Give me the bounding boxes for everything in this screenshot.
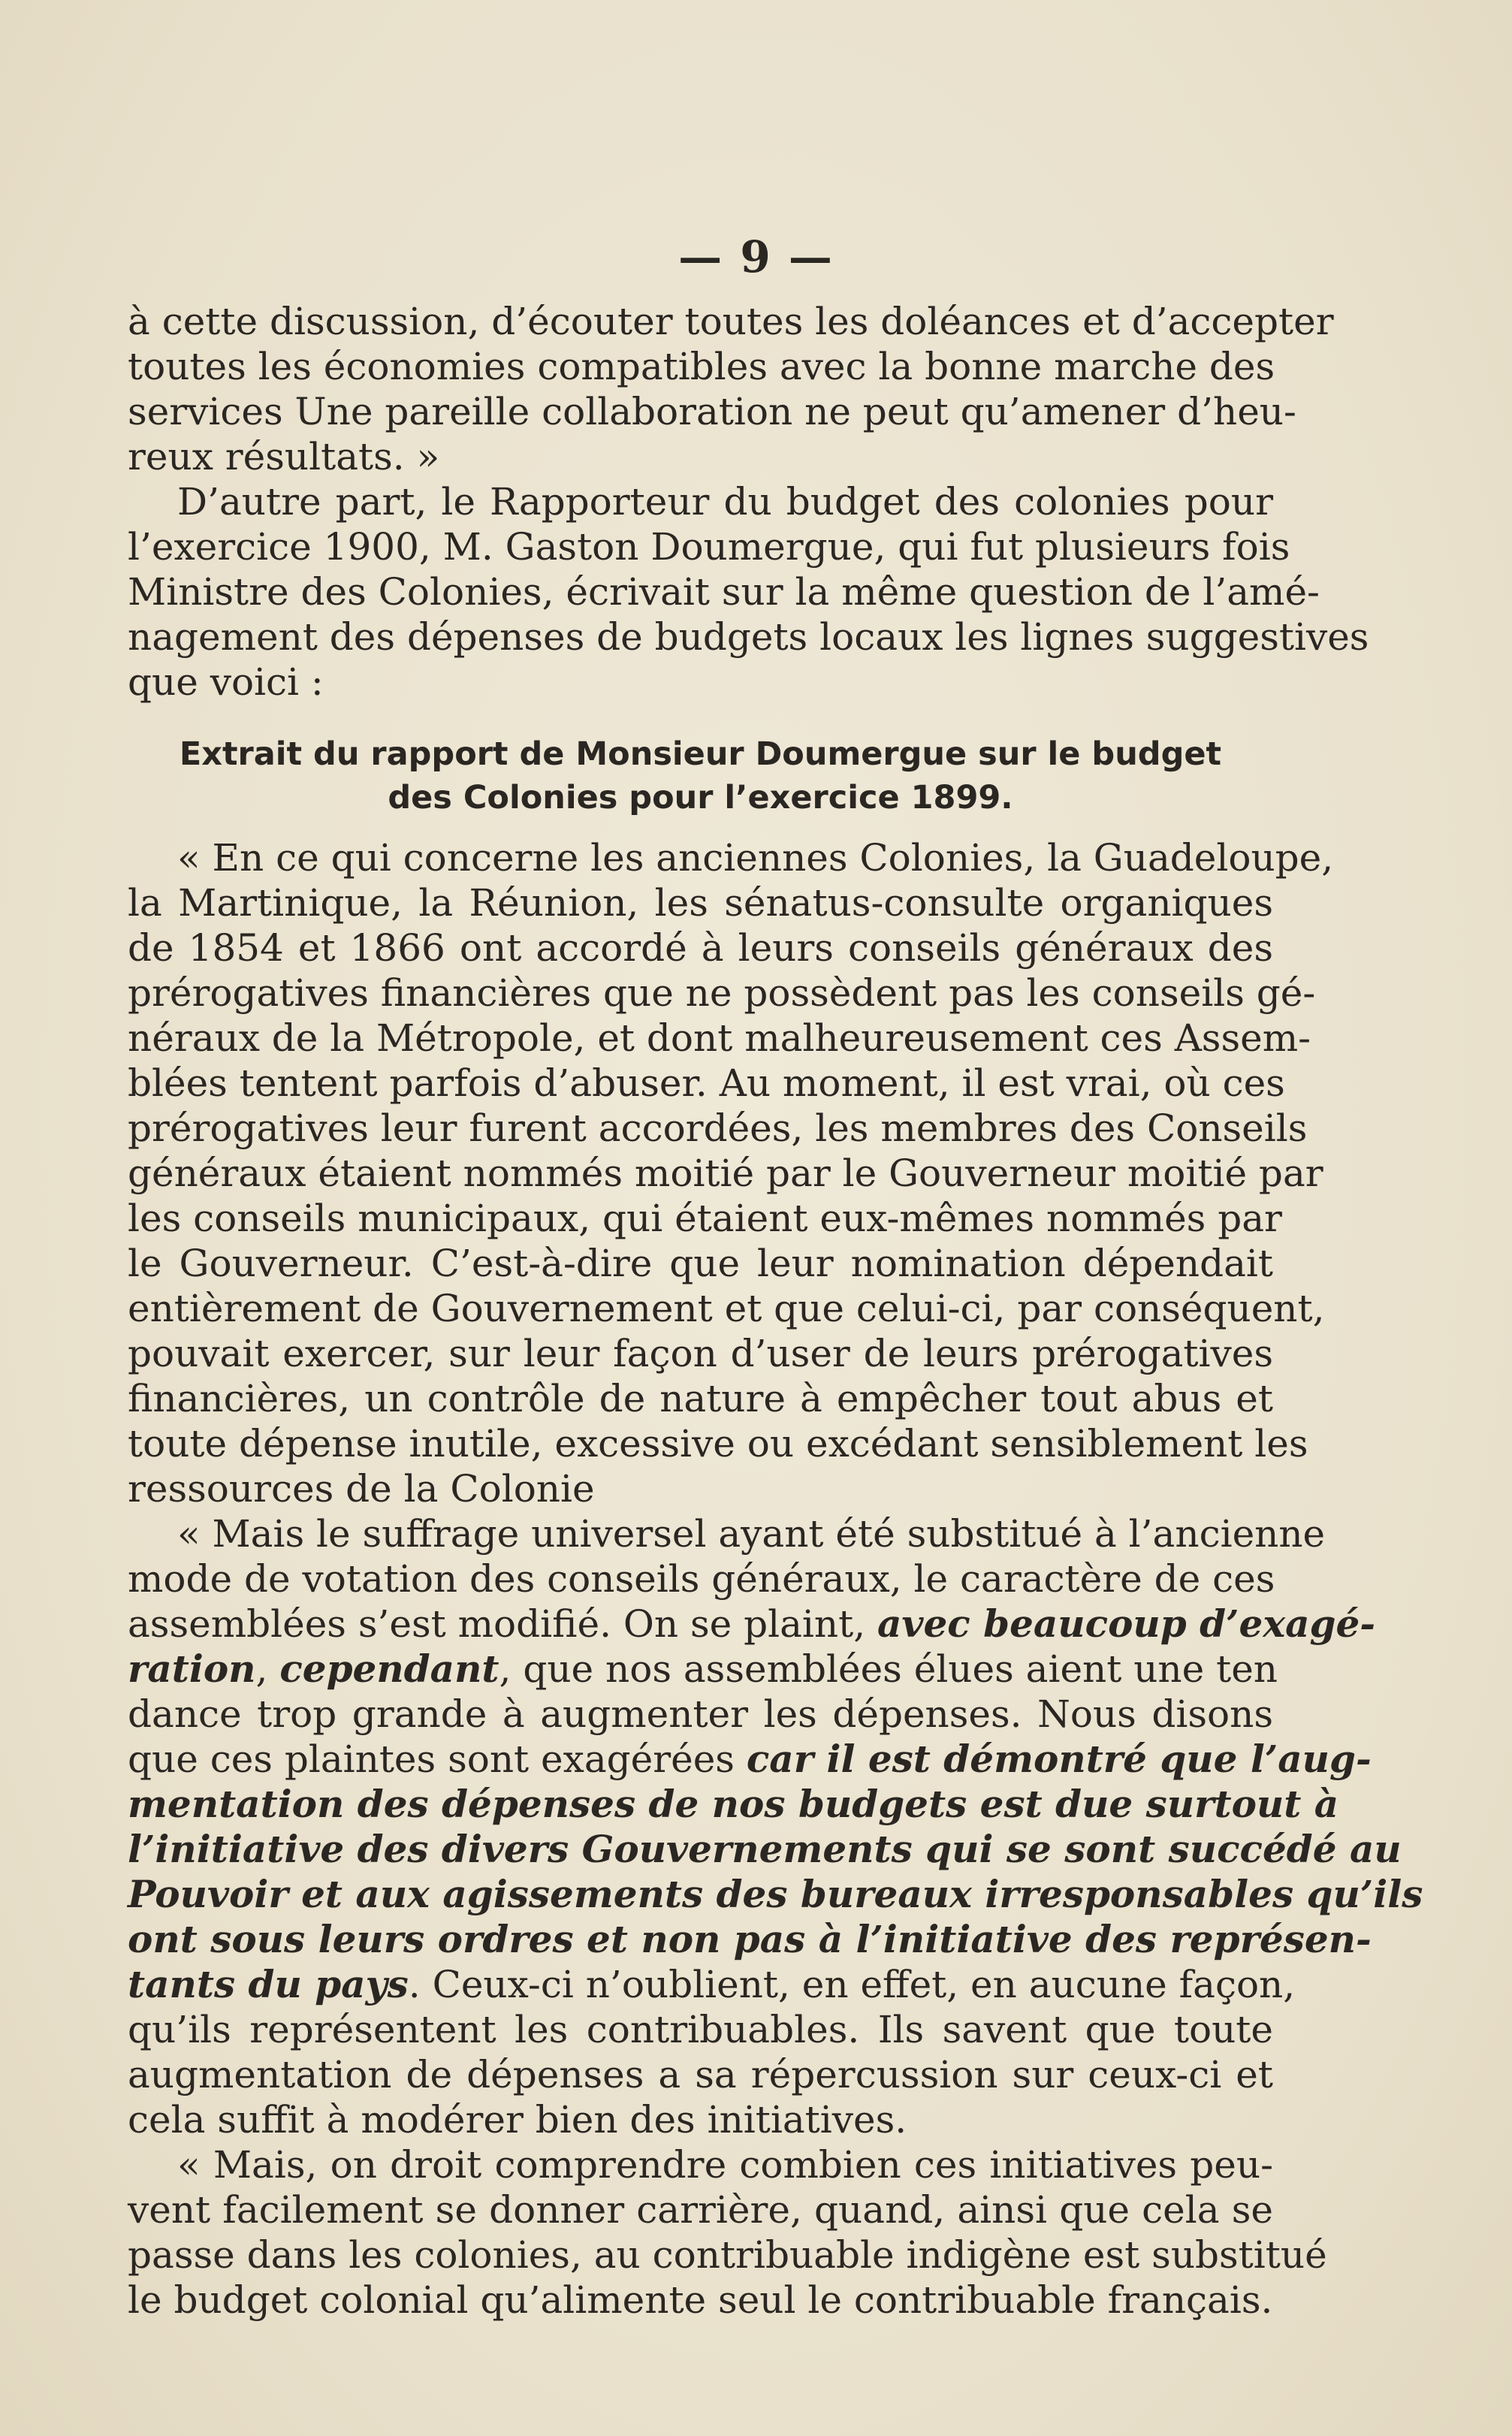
text-line: services Une pareille collaboration ne peut qu’amener d’heu- [128, 390, 1296, 433]
text-line: le Gouverneur. C’est-à-dire que leur nomination dépendait [128, 1242, 1273, 1285]
text-line: passe dans les colonies, au contribuable indigène est substitué [128, 2233, 1327, 2277]
text-line: le budget colonial qu’alimente seul le contribuable français. [128, 2278, 1273, 2322]
text-line: mode de votation des conseils généraux, le caractère de ces [128, 1557, 1275, 1601]
text-line: l’initiative des divers Gouvernements qui se sont succédé au [128, 1827, 1402, 1871]
text-line: que voici : [128, 660, 324, 704]
heading-line-1: Extrait du rapport de Monsieur Doumergue sur le budget [179, 735, 1222, 773]
quote-paragraph-3 [128, 2142, 1327, 2323]
text-line: nagement des dépenses de budgets locaux les lignes suggestives [128, 615, 1369, 659]
text-line: cela suffit à modérer bien des initiatives. [128, 2098, 907, 2142]
text-line [128, 1962, 1296, 2007]
text-line [128, 1647, 1278, 1692]
italic-span: cependant [279, 1647, 499, 1691]
section-heading [128, 732, 1273, 820]
text-line: financières, un contrôle de nature à empêcher tout abus et [128, 1377, 1273, 1420]
heading-line-2: des Colonies pour l’exercice 1899. [388, 779, 1013, 817]
text-line: prérogatives financières que ne possèdent pas les conseils gé- [128, 971, 1316, 1015]
quote-paragraph-1 [128, 835, 1334, 1511]
text-line: blées tentent parfois d’abuser. Au moment, il est vrai, où ces [128, 1061, 1285, 1105]
text-line: Pouvoir et aux agissements des bureaux irresponsables qu’ils [128, 1872, 1423, 1916]
text-line: qu’ils représentent les contribuables. Ils savent que toute [128, 2008, 1273, 2051]
text-line: Ministre des Colonies, écrivait sur la même question de l’amé- [128, 570, 1320, 614]
italic-span: avec beaucoup d’exagé- [877, 1601, 1376, 1646]
text-line: « Mais, on droit comprendre combien ces initiatives peu- [177, 2143, 1273, 2187]
text-line: les conseils municipaux, qui étaient eux-mêmes nommés par [128, 1197, 1282, 1240]
text-line: « Mais le suffrage universel ayant été substitué à l’ancienne [177, 1512, 1326, 1556]
text-line: l’exercice 1900, M. Gaston Doumergue, qui fut plusieurs fois [128, 525, 1290, 569]
text-line: ressources de la Colonie [128, 1467, 595, 1511]
text-line: généraux étaient nommés moitié par le Gouverneur moitié par [128, 1152, 1323, 1195]
text-line: la Martinique, la Réunion, les sénatus-consulte organiques [128, 881, 1273, 925]
italic-span: ration [128, 1647, 256, 1691]
text-line: entièrement de Gouvernement et que celui-ci, par conséquent, [128, 1287, 1325, 1330]
text-line [128, 1737, 1372, 1782]
text-line: toutes les économies compatibles avec la bonne marche des [128, 345, 1275, 388]
text-line: à cette discussion, d’écouter toutes les doléances et d’accepter [128, 300, 1334, 343]
text-line: prérogatives leur furent accordées, les membres des Conseils [128, 1106, 1308, 1150]
quote-paragraph-2 [128, 1511, 1423, 2142]
text-line: ont sous leurs ordres et non pas à l’initiative des représen- [128, 1917, 1372, 1961]
paragraph-2 [128, 479, 1369, 705]
text-line: néraux de la Métropole, et dont malheureusement ces Assem- [128, 1016, 1311, 1060]
text-line [128, 1601, 1376, 1647]
text-line: de 1854 et 1866 ont accordé à leurs conseils généraux des [128, 926, 1273, 970]
text-span: que ces plaintes sont exagérées [128, 1737, 747, 1781]
text-line: « En ce qui concerne les anciennes Colonies, la Guadeloupe, [177, 836, 1334, 880]
text-line: toute dépense inutile, excessive ou excédant sensiblement les [128, 1422, 1308, 1466]
text-line: vent facilement se donner carrière, quand, ainsi que cela se [128, 2188, 1273, 2232]
text-span: . Ceux-ci n’oublient, en effet, en aucune façon, [408, 1963, 1296, 2006]
text-span: , que nos assemblées élues aient une ten [499, 1647, 1278, 1691]
text-span: , [255, 1647, 280, 1691]
text-line: mentation des dépenses de nos budgets est due surtout à [128, 1782, 1339, 1826]
italic-span: tants du pays [128, 1962, 409, 2006]
text-line: reux résultats. » [128, 435, 440, 478]
text-line: pouvait exercer, sur leur façon d’user de leurs prérogatives [128, 1332, 1273, 1375]
paragraph-1 [128, 299, 1334, 479]
text-line: dance trop grande à augmenter les dépenses. Nous disons [128, 1692, 1273, 1736]
italic-span: car il est démontré que l’aug- [746, 1737, 1372, 1781]
page-number: — 9 — [678, 231, 834, 282]
text-line: augmentation de dépenses a sa répercussion sur ceux-ci et [128, 2053, 1273, 2096]
text-span: assemblées s’est modifié. On se plaint, [128, 1602, 877, 1646]
text-line: D’autre part, le Rapporteur du budget des colonies pour [177, 480, 1273, 524]
